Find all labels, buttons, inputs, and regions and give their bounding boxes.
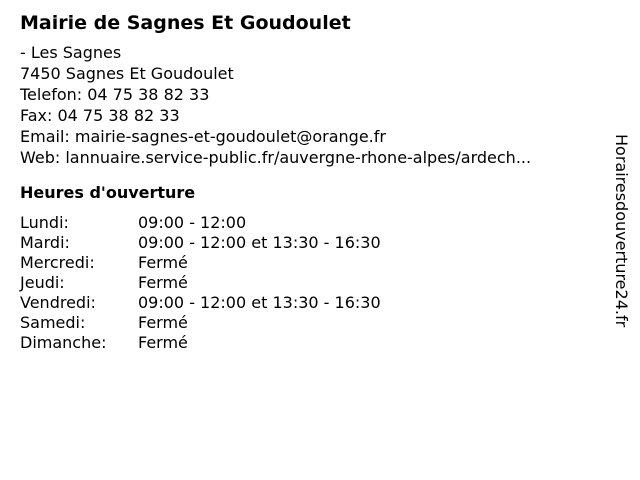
day-label: Mardi: bbox=[20, 233, 70, 252]
contact-block bbox=[20, 42, 531, 168]
hours-row-sunday bbox=[20, 333, 381, 353]
web-line: Web: lannuaire.service-public.fr/auvergne-rhone-alpes/ardech... bbox=[20, 148, 532, 167]
day-label: Lundi: bbox=[20, 213, 69, 232]
hours-row-saturday bbox=[20, 313, 381, 333]
day-label: Mercredi: bbox=[20, 253, 95, 272]
hours-row-thursday bbox=[20, 273, 381, 293]
address-line-2: 7450 Sagnes Et Goudoulet bbox=[20, 64, 234, 83]
day-label: Jeudi: bbox=[20, 273, 65, 292]
time-value: Fermé bbox=[138, 273, 188, 292]
phone-line: Telefon: 04 75 38 82 33 bbox=[20, 85, 210, 104]
time-value: 09:00 - 12:00 bbox=[138, 213, 247, 232]
day-label: Dimanche: bbox=[20, 333, 107, 352]
address-line-1: - Les Sagnes bbox=[20, 43, 122, 62]
day-label: Samedi: bbox=[20, 313, 86, 332]
email-line: Email: mairie-sagnes-et-goudoulet@orange.fr bbox=[20, 127, 386, 146]
hours-heading: Heures d'ouverture bbox=[20, 183, 196, 202]
time-value: 09:00 - 12:00 et 13:30 - 16:30 bbox=[138, 233, 381, 252]
hours-row-monday bbox=[20, 213, 381, 233]
hours-row-friday bbox=[20, 293, 381, 313]
side-brand-watermark bbox=[610, 134, 632, 374]
fax-line: Fax: 04 75 38 82 33 bbox=[20, 106, 180, 125]
day-label: Vendredi: bbox=[20, 293, 96, 312]
time-value: Fermé bbox=[138, 253, 188, 272]
page-title: Mairie de Sagnes Et Goudoulet bbox=[20, 12, 351, 34]
time-value: Fermé bbox=[138, 313, 188, 332]
hours-row-wednesday bbox=[20, 253, 381, 273]
time-value: Fermé bbox=[138, 333, 188, 352]
time-value: 09:00 - 12:00 et 13:30 - 16:30 bbox=[138, 293, 381, 312]
opening-hours-list bbox=[20, 213, 381, 353]
side-brand-text: Horairesdouverture24.fr bbox=[612, 134, 631, 328]
hours-row-tuesday bbox=[20, 233, 381, 253]
